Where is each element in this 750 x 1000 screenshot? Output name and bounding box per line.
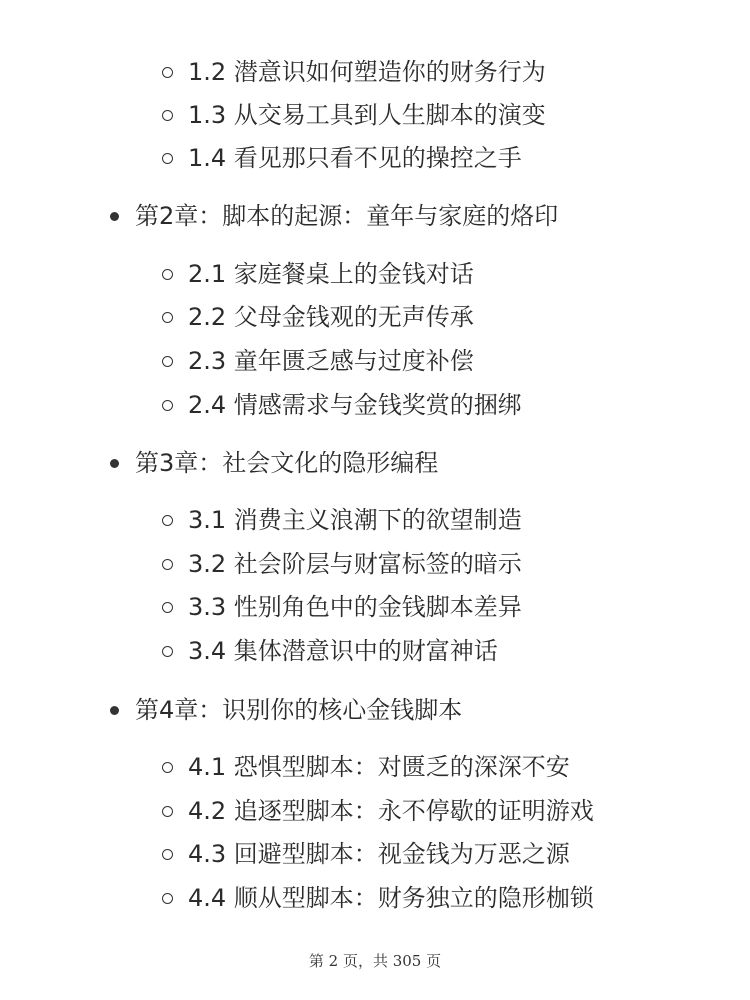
toc-entry-text: 1.4 看见那只看不见的操控之手 [188, 144, 522, 172]
page-number-label: 第 2 页，共 305 页 [308, 952, 442, 970]
circle-bullet-icon [162, 400, 173, 411]
toc-subsection [162, 341, 474, 381]
toc-entry-text: 3.4 集体潜意识中的财富神话 [188, 637, 498, 665]
disc-bullet-icon [110, 459, 119, 468]
circle-bullet-icon [162, 515, 173, 526]
toc-subsection [162, 138, 522, 178]
circle-bullet-icon [162, 893, 173, 904]
circle-bullet-icon [162, 312, 173, 323]
circle-bullet-icon [162, 602, 173, 613]
toc-chapter [110, 690, 462, 730]
toc-subsection [162, 95, 546, 135]
circle-bullet-icon [162, 646, 173, 657]
toc-subsection [162, 544, 522, 584]
toc-subsection [162, 587, 522, 627]
toc-subsection [162, 631, 498, 671]
toc-subsection [162, 297, 474, 337]
toc-entry-text: 1.3 从交易工具到人生脚本的演变 [188, 101, 546, 129]
circle-bullet-icon [162, 356, 173, 367]
circle-bullet-icon [162, 269, 173, 280]
toc-entry-text: 3.2 社会阶层与财富标签的暗示 [188, 550, 522, 578]
toc-subsection [162, 878, 594, 918]
toc-entry-text: 4.1 恐惧型脚本：对匮乏的深深不安 [188, 753, 570, 781]
toc-entry-text: 2.3 童年匮乏感与过度补偿 [188, 347, 474, 375]
page-footer [0, 950, 750, 971]
toc-entry-text: 3.3 性别角色中的金钱脚本差异 [188, 593, 522, 621]
toc-chapter [110, 196, 558, 236]
toc-subsection [162, 254, 474, 294]
toc-chapter [110, 443, 438, 483]
circle-bullet-icon [162, 806, 173, 817]
circle-bullet-icon [162, 153, 173, 164]
circle-bullet-icon [162, 849, 173, 860]
toc-subsection [162, 747, 570, 787]
toc-entry-text: 2.4 情感需求与金钱奖赏的捆绑 [188, 391, 522, 419]
toc-entry-text: 4.3 回避型脚本：视金钱为万恶之源 [188, 840, 570, 868]
circle-bullet-icon [162, 559, 173, 570]
circle-bullet-icon [162, 762, 173, 773]
toc-subsection [162, 52, 546, 92]
toc-subsection [162, 834, 570, 874]
circle-bullet-icon [162, 110, 173, 121]
toc-entry-text: 2.2 父母金钱观的无声传承 [188, 303, 474, 331]
toc-subsection [162, 500, 522, 540]
toc-subsection [162, 385, 522, 425]
toc-entry-text: 3.1 消费主义浪潮下的欲望制造 [188, 506, 522, 534]
disc-bullet-icon [110, 212, 119, 221]
toc-entry-text: 4.4 顺从型脚本：财务独立的隐形枷锁 [188, 884, 594, 912]
disc-bullet-icon [110, 706, 119, 715]
toc-entry-text: 1.2 潜意识如何塑造你的财务行为 [188, 58, 546, 86]
toc-entry-text: 第4章：识别你的核心金钱脚本 [135, 696, 463, 724]
toc-entry-text: 第2章：脚本的起源：童年与家庭的烙印 [135, 202, 559, 230]
toc-entry-text: 第3章：社会文化的隐形编程 [135, 449, 439, 477]
toc-entry-text: 2.1 家庭餐桌上的金钱对话 [188, 260, 474, 288]
circle-bullet-icon [162, 67, 173, 78]
toc-entry-text: 4.2 追逐型脚本：永不停歇的证明游戏 [188, 797, 594, 825]
toc-subsection [162, 791, 594, 831]
